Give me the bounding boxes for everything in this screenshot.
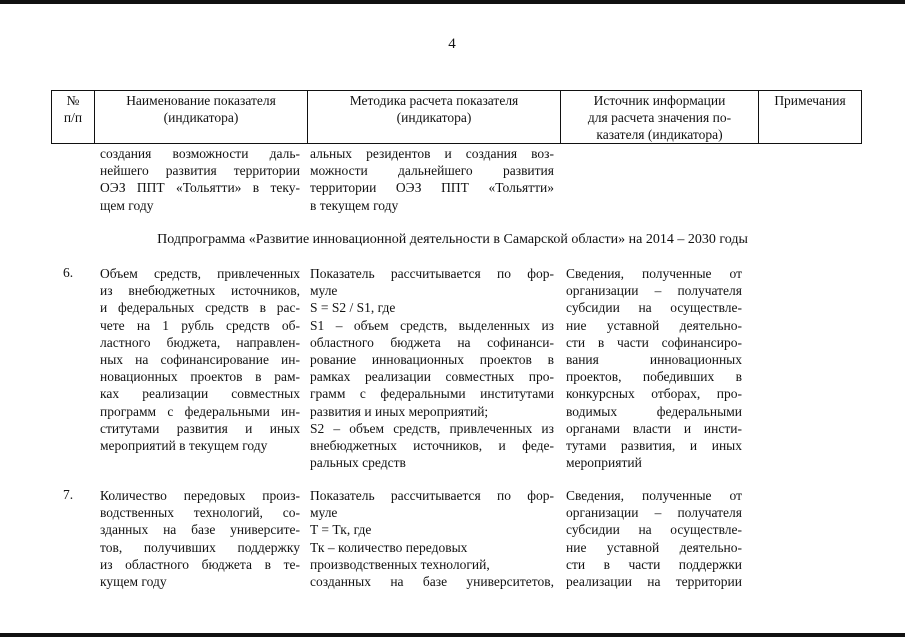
row-6-source-cell: Сведения, полученные от организации – получателя субсидии на осуществле- ние уставной деятельно- сти в части софинансиро- вания инновационных проектов, победивших в конкурсных отборах, про- водимых федеральными органами власти и инсти- тутами развития, и иных мероприятий (566, 266, 742, 471)
header-col-number: № п/п (52, 91, 95, 144)
continuation-name-cell: создания возможности даль- нейшего развития территории ОЭЗ ППТ «Тольятти» в теку- щем году (100, 146, 300, 213)
header-col-notes: Примечания (759, 91, 862, 144)
row-7-source-cell: Сведения, полученные от организации – получателя субсидии на осуществле- ние уставной деятельно- сти в части поддержки реализации на территории (566, 488, 742, 590)
row-number: 7. (63, 487, 74, 502)
row-6-method-cell: Показатель рассчитывается по фор- муле S = S2 / S1, где S1 – объем средств, выделенных из областного бюджета на софинанси- рование инновационных проектов в рамках реализации совместных про- грамм с федеральными институтами развития и иных мероприятий; S2 – объем средств, привлеченных из внебюджетных источников, и феде- ральных средств (310, 266, 554, 471)
row-number: 6. (63, 265, 74, 280)
table-header (51, 90, 862, 144)
header-col-method: Методика расчета показателя (индикатора) (308, 91, 561, 144)
top-border (0, 0, 905, 4)
row-6-name-cell: Объем средств, привлеченных из внебюджетных источников, и федеральных средств в рас- чете на 1 рубль средств об- ластного бюджета, направлен- ных на софинансирование ин- новационных проектов в рам- ках реализации совместных программ с федеральными ин- ститутами развития и иных мероприятий в текущем году (100, 266, 300, 454)
page-number: 4 (448, 36, 456, 52)
header-col-source: Источник информации для расчета значения по- казателя (индикатора) (561, 91, 759, 144)
continuation-method-cell: альных резидентов и создания воз- можности дальнейшего развития территории ОЭЗ ППТ «Тольятти» в текущем году (310, 146, 554, 213)
header-col-name: Наименование показателя (индикатора) (95, 91, 308, 144)
row-7-name-cell: Количество передовых произ- водственных технологий, со- зданных на базе университе- тов, получивших поддержку из областного бюджета в те- кущем году (100, 488, 300, 590)
row-7-method-cell: Показатель рассчитывается по фор- муле T = Тк, где Тк – количество передовых производственных технологий, созданных на базе университетов, (310, 488, 554, 590)
subprogram-title: Подпрограмма «Развитие инновационной деятельности в Самарской области» на 2014 – 2030 годы (157, 232, 748, 247)
bottom-border (0, 633, 905, 637)
